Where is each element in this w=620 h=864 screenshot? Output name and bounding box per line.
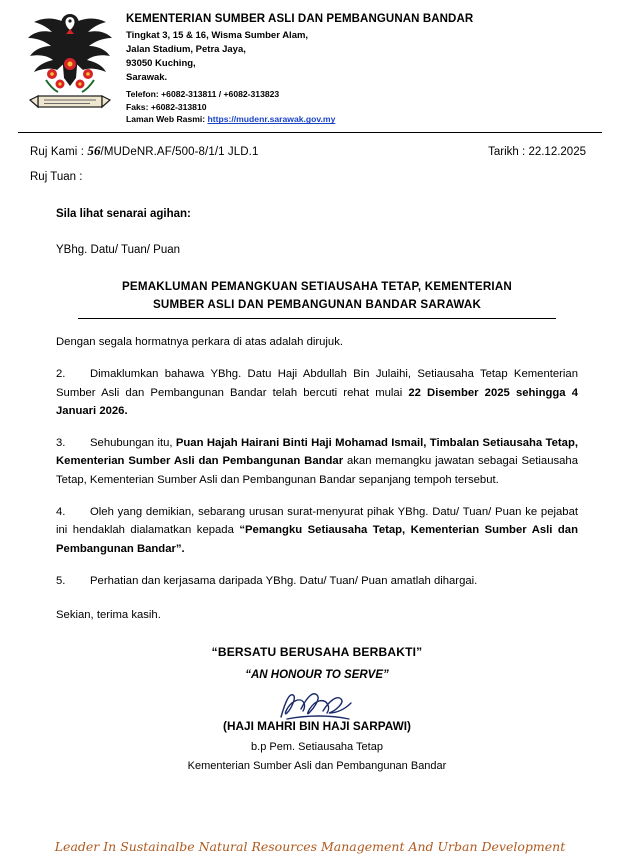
organization-address	[126, 29, 473, 84]
footer-tagline: Leader In Sustainalbe Natural Resources Management And Urban Development	[54, 839, 566, 854]
organization-contact	[126, 88, 473, 125]
website-line	[126, 113, 473, 125]
your-reference-label: Ruj Tuan :	[30, 170, 83, 183]
paragraph-3-text-c: akan memangku jawatan sebagai Setiausaha Tetap, Kementerian Sumber Asli dan Pembangunan Bandar sepanjang tempoh tersebut.	[56, 455, 578, 486]
website-label: Laman Web Rasmi:	[126, 114, 206, 125]
paragraph-5	[56, 572, 578, 590]
motto-malay: “BERSATU BERUSAHA BERBAKTI”	[211, 644, 423, 659]
our-reference-label: Ruj Kami :	[30, 145, 85, 158]
address-line-4: Sarawak.	[126, 71, 168, 83]
signature-block	[56, 643, 578, 776]
paragraph-3-text-b: Puan Hajah Hairani Binti Haji Mohamad Ismail, Timbalan Setiausaha Tetap, Kementerian Sumber Asli dan Pembangunan Bandar	[56, 437, 578, 468]
paragraph-4-text-b: “Pemangku Setiausaha Tetap, Kementerian Sumber Asli dan Pembangunan Bandar”	[56, 524, 578, 555]
paragraph-2-text-a: Dimaklumkan bahawa YBhg. Datu Haji Abdullah Bin Julaihi, Setiausaha Tetap Kementerian Sumber Asli dan Pembangunan Bandar telah bercuti rehat mulai	[56, 368, 578, 399]
our-reference	[30, 143, 258, 159]
distribution-note: Sila lihat senarai agihan:	[56, 207, 191, 220]
document-date	[488, 146, 586, 158]
paragraph-4	[56, 503, 578, 558]
address-line-3: 93050 Kuching,	[126, 57, 196, 69]
paragraph-4-text-a: Oleh yang demikian, sebarang urusan surat-menyurat pihak YBhg. Datu/ Tuan/ Puan ke pejabat ini hendaklah dialamatkan kepada	[56, 506, 578, 537]
subject-divider	[78, 318, 556, 319]
reference-row	[0, 133, 620, 159]
paragraph-4-text-c: .	[181, 542, 185, 555]
paragraph-2-text-b: 22 Disember 2025 sehingga 4 Januari 2026.	[56, 386, 578, 417]
letterhead	[0, 0, 620, 126]
subject-line-1: PEMAKLUMAN PEMANGKUAN SETIAUSAHA TETAP, KEMENTERIAN	[121, 280, 512, 294]
signatory-title: b.p Pem. Setiausaha Tetap	[251, 740, 383, 753]
paragraph-5-number: 5.	[56, 574, 66, 587]
salutation: YBhg. Datu/ Tuan/ Puan	[56, 244, 181, 257]
address-line-2: Jalan Stadium, Petra Jaya,	[126, 44, 246, 56]
handwritten-signature-icon	[56, 687, 578, 721]
subject-heading	[56, 278, 578, 314]
signatory-department: Kementerian Sumber Asli dan Pembangunan Bandar	[187, 759, 447, 772]
date-value: 22.12.2025	[528, 145, 586, 158]
motto-english: “AN HONOUR TO SERVE”	[245, 668, 389, 681]
paragraph-5-text: Perhatian dan kerjasama daripada YBhg. Datu/ Tuan/ Puan amatlah dihargai.	[90, 574, 478, 587]
website-link[interactable]: https://mudenr.sarawak.gov.my	[207, 114, 336, 125]
organization-name: KEMENTERIAN SUMBER ASLI DAN PEMBANGUNAN BANDAR	[126, 13, 474, 25]
letter-body	[0, 205, 620, 776]
paragraph-1-text: Dengan segala hormatnya perkara di atas adalah dirujuk.	[56, 335, 343, 348]
paragraph-1	[56, 333, 578, 351]
paragraph-3-text-a: Sehubungan itu,	[90, 437, 176, 450]
date-label: Tarikh :	[488, 145, 526, 158]
organization-details	[116, 8, 473, 126]
paragraph-3-number: 3.	[56, 437, 66, 450]
paragraph-2	[56, 365, 578, 420]
our-reference-number: 56	[87, 142, 101, 158]
subject-line-2: SUMBER ASLI DAN PEMBANGUNAN BANDAR SARAWAK	[152, 298, 482, 312]
sarawak-coat-of-arms-icon	[24, 8, 116, 120]
address-line-1: Tingkat 3, 15 & 16, Wisma Sumber Alam,	[126, 30, 309, 42]
fax-line: Faks: +6082-313810	[126, 101, 207, 112]
paragraph-3	[56, 434, 578, 489]
paragraph-2-number: 2.	[56, 368, 66, 381]
paragraph-4-number: 4.	[56, 506, 66, 519]
signatory-name: (HAJI MAHRI BIN HAJI SARPAWI)	[223, 718, 411, 733]
closing-line: Sekian, terima kasih.	[56, 609, 161, 622]
phone-line: Telefon: +6082-313811 / +6082-313823	[126, 89, 280, 100]
our-reference-rest: /MUDeNR.AF/500-8/1/1 JLD.1	[100, 145, 259, 158]
